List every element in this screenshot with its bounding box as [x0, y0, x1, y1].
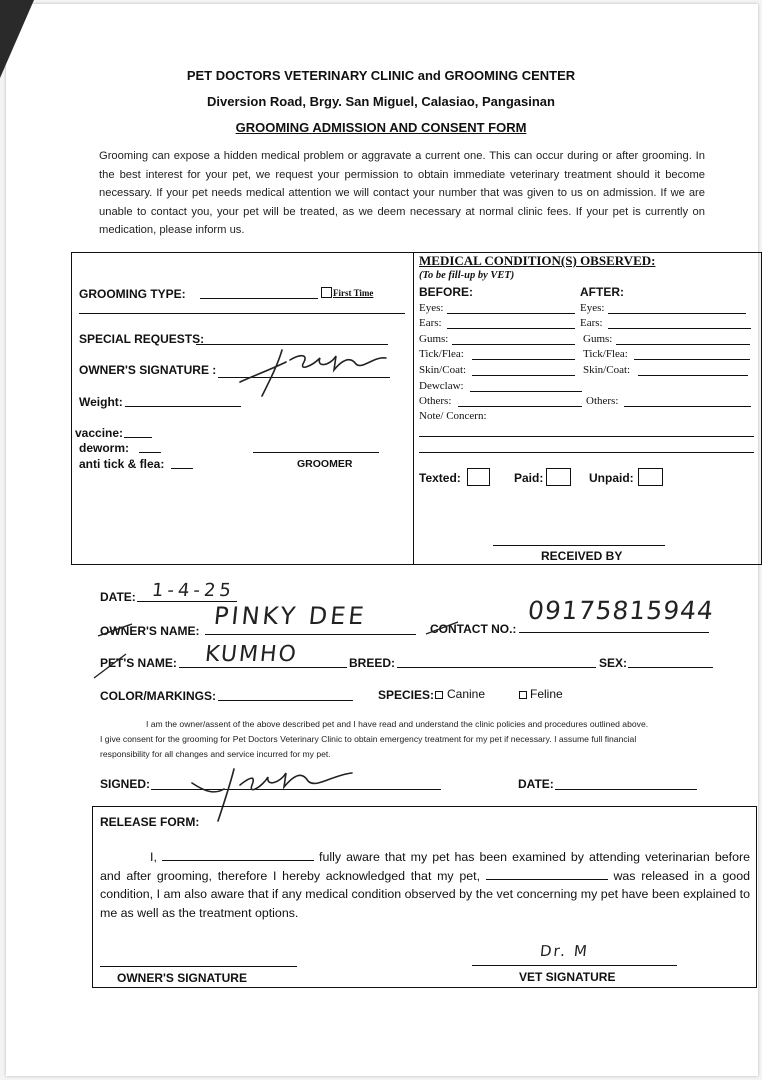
form-title: GROOMING ADMISSION AND CONSENT FORM: [235, 120, 527, 135]
weight-label: Weight:: [79, 395, 123, 409]
owner-name-value: PINKY DEE: [212, 602, 368, 630]
breed-label: BREED:: [349, 656, 396, 670]
date-value: 1-4-25: [150, 580, 236, 601]
after-eyes-field[interactable]: [608, 313, 746, 314]
color-markings-label: COLOR/MARKINGS:: [100, 689, 216, 703]
pet-name-field[interactable]: [179, 667, 347, 668]
after-ears-label: Ears:: [580, 317, 603, 329]
after-tickflea-label: Tick/Flea:: [583, 348, 628, 360]
received-by-field[interactable]: [493, 545, 665, 546]
pet-name-label: PET'S NAME:: [100, 656, 177, 670]
unpaid-label: Unpaid:: [589, 471, 634, 485]
clinic-name: PET DOCTORS VETERINARY CLINIC and GROOMING CENTER: [186, 68, 576, 83]
release-title: RELEASE FORM:: [100, 815, 200, 829]
weight-field[interactable]: [125, 406, 241, 407]
before-skincoat-label: Skin/Coat:: [419, 364, 467, 376]
special-requests-field[interactable]: [196, 344, 388, 345]
owner-name-strike: [96, 620, 136, 640]
feline-checkbox[interactable]: [519, 691, 527, 699]
after-gums-label: Gums:: [583, 333, 613, 345]
before-gums-label: Gums:: [419, 333, 449, 345]
before-label: BEFORE:: [419, 285, 473, 299]
release-text: [100, 848, 750, 922]
deworm-field[interactable]: [139, 452, 161, 453]
feline-label: Feline: [530, 687, 563, 701]
antitick-field[interactable]: [171, 468, 193, 469]
sex-label: SEX:: [599, 656, 628, 670]
after-gums-field[interactable]: [616, 344, 750, 345]
owner-signature-scribble: [238, 346, 398, 398]
release-text-3: was released in a good condition, I am also aware that if any medical condition observed by the vet concerning my pet have been explained to me as well as the treatment options.: [100, 868, 750, 920]
release-owner-signature-field[interactable]: [100, 966, 297, 967]
unpaid-checkbox[interactable]: [638, 468, 663, 486]
grooming-type-field[interactable]: [200, 298, 318, 299]
vaccine-field[interactable]: [124, 437, 152, 438]
special-requests-label: SPECIAL REQUESTS:: [79, 332, 205, 346]
after-ears-field[interactable]: [608, 328, 751, 329]
before-dewclaw-field[interactable]: [470, 391, 582, 392]
contact-label: CONTACT NO.:: [430, 622, 517, 636]
after-others-label: Others:: [586, 395, 619, 407]
before-dewclaw-label: Dewclaw:: [419, 380, 464, 392]
groomer-signature-field[interactable]: [253, 452, 379, 453]
date-label: DATE:: [100, 590, 136, 604]
note-line-2[interactable]: [419, 452, 754, 453]
vaccine-label: vaccine:: [75, 426, 124, 440]
deworm-label: deworm:: [79, 441, 130, 455]
groomer-label: GROOMER: [297, 458, 353, 470]
signed-label: SIGNED:: [100, 777, 151, 791]
canine-label: Canine: [447, 687, 486, 701]
texted-checkbox[interactable]: [467, 468, 490, 486]
owner-name-label: OWNER'S NAME:: [100, 624, 200, 638]
contact-field[interactable]: [519, 632, 709, 633]
first-time-label: First Time: [333, 288, 374, 298]
texted-label: Texted:: [419, 471, 461, 485]
release-text-2: fully aware that my pet has been examined by attending veterinarian before and after grooming, therefore I hereby acknowledged that my pet,: [100, 850, 750, 883]
grooming-type-label: GROOMING TYPE:: [79, 287, 186, 301]
color-markings-field[interactable]: [218, 700, 353, 701]
release-owner-signature-label: OWNER'S SIGNATURE: [117, 971, 247, 985]
clinic-address: Diversion Road, Brgy. San Miguel, Calasiao, Pangasinan: [207, 94, 555, 109]
first-time-checkbox[interactable]: [321, 287, 332, 298]
consent-date-field[interactable]: [555, 789, 697, 790]
before-tickflea-field[interactable]: [472, 359, 575, 360]
owner-name-field[interactable]: [205, 634, 416, 635]
paid-label: Paid:: [514, 471, 544, 485]
consent-date-label: DATE:: [518, 777, 554, 791]
release-pet-name-field[interactable]: [486, 867, 608, 880]
before-others-label: Others:: [419, 395, 452, 407]
after-skincoat-label: Skin/Coat:: [583, 364, 631, 376]
before-others-field[interactable]: [458, 406, 582, 407]
release-owner-name-field[interactable]: [162, 848, 314, 861]
medical-subtitle: (To be fill-up by VET): [419, 270, 515, 281]
before-ears-label: Ears:: [419, 317, 442, 329]
before-tickflea-label: Tick/Flea:: [419, 348, 464, 360]
intro-paragraph: Grooming can expose a hidden medical problem or aggravate a current one. This can occur during or after grooming. In the best interest for your pet, we request your permission to obtain immediate veterinary treatment should it become necessary. If your pet needs medical attention we will contact your number that was given to us on admission. If we are unable to contact you, your pet will be treated, as we deem necessary at normal clinic fees. If your pet is currently on medication, please inform us.: [99, 150, 705, 236]
after-skincoat-field[interactable]: [638, 375, 748, 376]
sex-field[interactable]: [628, 667, 713, 668]
breed-field[interactable]: [397, 667, 596, 668]
contact-value: 09175815944: [526, 596, 716, 625]
species-label: SPECIES:: [378, 688, 435, 702]
after-tickflea-field[interactable]: [634, 359, 750, 360]
paid-checkbox[interactable]: [546, 468, 571, 486]
received-by-label: RECEIVED BY: [541, 549, 623, 563]
before-skincoat-field[interactable]: [472, 375, 575, 376]
consent-line-1: I am the owner/assent of the above described pet and I have read and understand the clinic policies and procedures outlined above.: [146, 719, 649, 729]
owner-signature-label: OWNER'S SIGNATURE :: [79, 363, 217, 377]
canine-checkbox[interactable]: [435, 691, 443, 699]
pet-name-value: KUMHO: [203, 642, 300, 667]
before-eyes-field[interactable]: [447, 313, 575, 314]
antitick-label: anti tick & flea:: [79, 457, 165, 471]
consent-line-2: I give consent for the grooming for Pet Doctors Veterinary Clinic to obtain emergency treatment for my pet if necessary. I assume full financial: [100, 734, 637, 744]
vet-signature-value: Dr. M: [539, 942, 590, 960]
release-text-1: I,: [150, 850, 157, 864]
after-label: AFTER:: [580, 285, 624, 299]
contact-strike: [424, 618, 464, 638]
note-concern-label: Note/ Concern:: [419, 410, 487, 422]
medical-title: MEDICAL CONDITION(S) OBSERVED:: [419, 253, 656, 268]
before-ears-field[interactable]: [447, 328, 575, 329]
after-eyes-label: Eyes:: [580, 302, 605, 314]
vet-signature-field[interactable]: [472, 965, 677, 966]
after-others-field[interactable]: [624, 406, 751, 407]
before-gums-field[interactable]: [452, 344, 575, 345]
vet-signature-label: VET SIGNATURE: [519, 970, 616, 984]
note-line-1[interactable]: [419, 436, 754, 437]
pet-name-strike: [92, 652, 132, 682]
consent-line-3: responsibility for all changes and service incurred for my pet.: [100, 749, 331, 759]
before-eyes-label: Eyes:: [419, 302, 444, 314]
grooming-type-line-2[interactable]: [79, 313, 405, 314]
